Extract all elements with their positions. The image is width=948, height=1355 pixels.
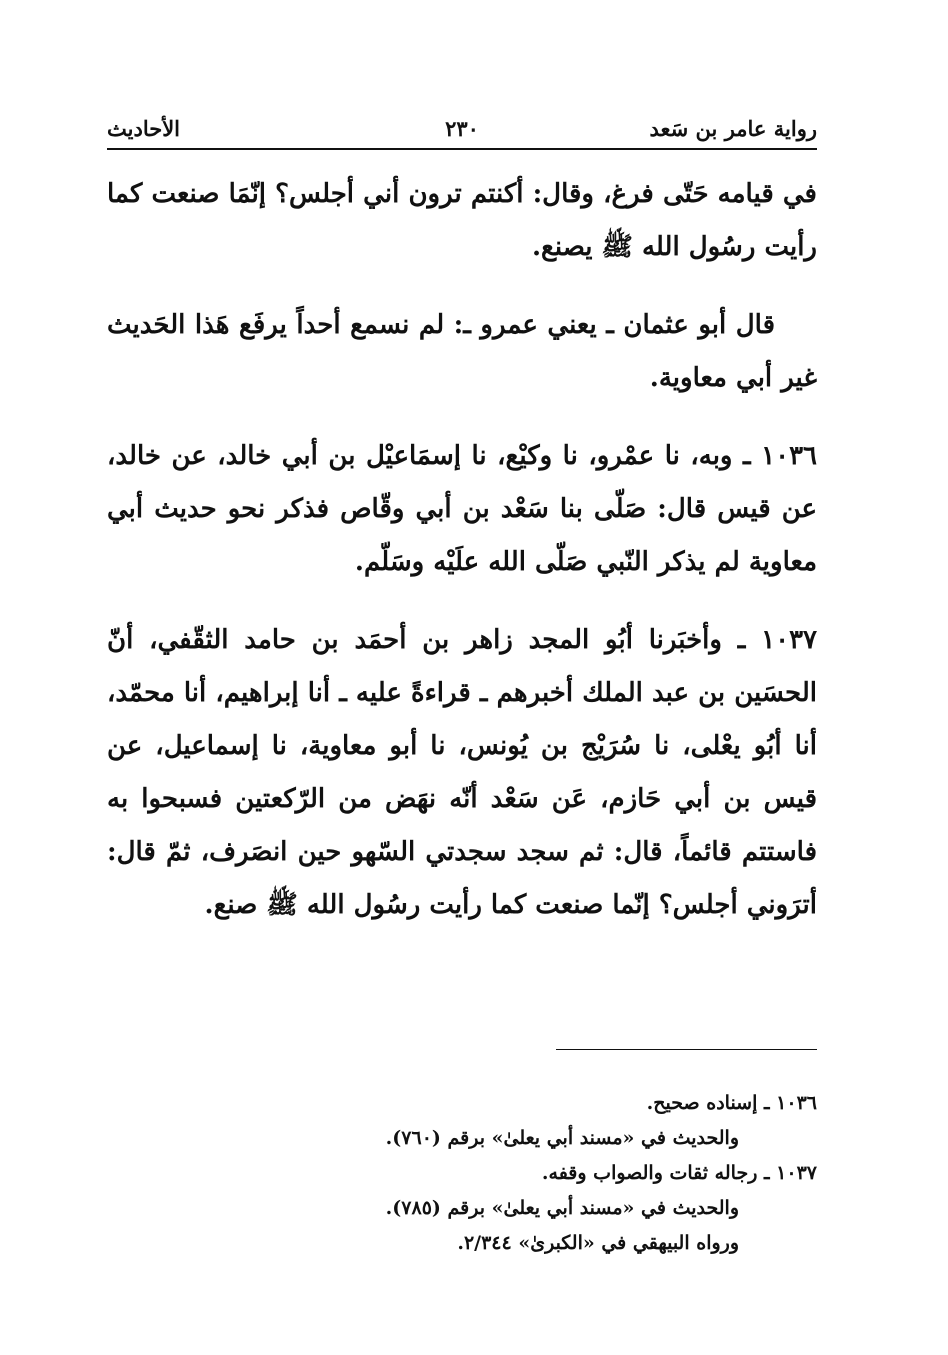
footnote-1036-source: والحديث في «مسند أبي يعلىٰ» برقم (٧٦٠). — [385, 1127, 739, 1149]
footnote-1037-bayhaqi: ورواه البيهقي في «الكبرىٰ» ٢/٣٤٤. — [457, 1232, 739, 1254]
header-section-title: الأحاديث — [107, 116, 181, 141]
paragraph-narrator-note: قال أبو عثمان ـ يعني عمرو ـ: لم نسمع أحداً يرفَع هَذا الحَديث غير أبي معاوية. — [107, 310, 817, 393]
page-number: ٢٣٠ — [445, 116, 479, 141]
footnote-1036-grading: ١٠٣٦ ـ إسناده صحيح. — [646, 1092, 817, 1114]
header-chapter-title: رواية عامر بن سَعد — [649, 116, 817, 141]
hadith-1037: ١٠٣٧ ـ وأخبَرنا أبُو المجد زاهر بن أحمَد بن حامد الثقّفي، أنّ الحسَين بن عبد الملك أخبرهم ـ قراءةً عليه ـ أنا إبراهيم، أنا محمّد، أنا أبُو يعْلى، نا سُرَيْج بن يُونس، نا أبو معاوية، نا إسماعيل، عن قيس بن أبي حَازم، عَن سَعْد أنّه نهَض من الرّكعتين فسبحوا به فاستتم قائماً، قال: ثم سجد سجدتي السّهو حين انصَرف، ثمّ قال: أترَوني أجلس؟ إنّما صنعت كما رأيت رسُول الله ﷺ صنع. — [107, 625, 817, 920]
running-header — [107, 112, 817, 148]
main-text — [107, 168, 817, 957]
footnote-1037-grading: ١٠٣٧ ـ رجاله ثقات والصواب وقفه. — [541, 1162, 817, 1184]
hadith-1036: ١٠٣٦ ـ وبه، نا عمْرو، نا وكيْع، نا إسمَاعيْل بن أبي خالد، عن خالد، عن قيس قال: صَلّى بنا سَعْد بن أبي وقّاص فذكر نحو حديث أبي معاوية لم يذكر النّبي صَلّى الله علَيْه وسَلّم. — [107, 441, 817, 577]
footnote-1037-source: والحديث في «مسند أبي يعلىٰ» برقم (٧٨٥). — [385, 1197, 739, 1219]
paragraph-continuation: في قيامه حَتّى فرغ، وقال: أكنتم ترون أني أجلس؟ إنّمَا صنعت كما رأيت رسُول الله ﷺ يصنع. — [107, 179, 817, 262]
header-divider — [107, 148, 817, 150]
footnotes — [107, 1086, 817, 1261]
footnote-divider — [556, 1049, 817, 1050]
